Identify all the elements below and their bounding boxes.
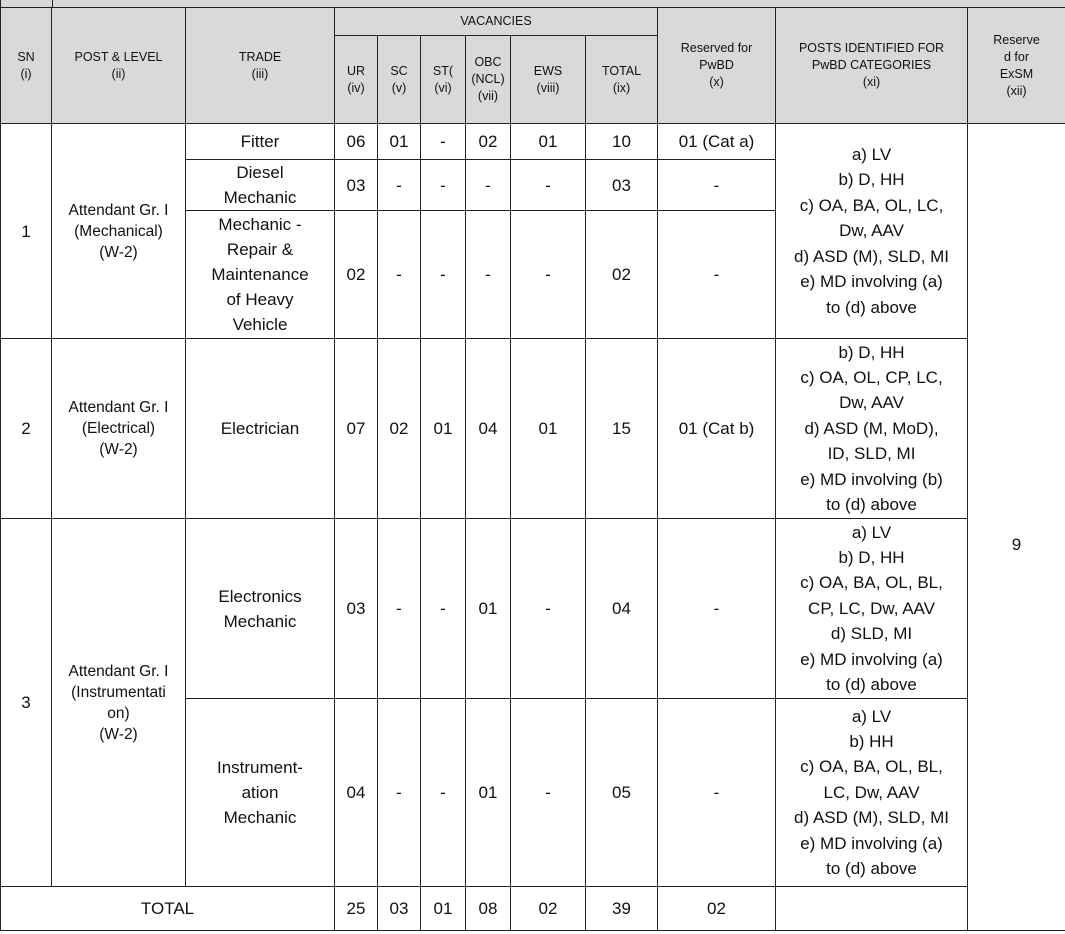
trade-cell: Instrument- ation Mechanic: [186, 699, 335, 887]
obc-cell: 01: [466, 519, 511, 699]
ur-cell: 06: [335, 124, 378, 160]
total-pwbd: 02: [658, 887, 776, 931]
trade-cell: Fitter: [186, 124, 335, 160]
ews-cell: -: [511, 211, 586, 339]
total-row: [1, 887, 1065, 931]
header-reserved-pwbd: Reserved for PwBD (x): [658, 8, 776, 124]
ur-cell: 03: [335, 519, 378, 699]
total-obc: 08: [466, 887, 511, 931]
ur-cell: 04: [335, 699, 378, 887]
ur-cell: 02: [335, 211, 378, 339]
pwbd-categories-cell: a) LV b) D, HH c) OA, BA, OL, LC, Dw, AAV d) ASD (M), SLD, MI e) MD involving (a) to (d) above: [776, 124, 968, 339]
sn-cell: 1: [1, 124, 52, 339]
header-ur: UR (iv): [335, 36, 378, 124]
st-cell: -: [421, 519, 466, 699]
post-level-cell: Attendant Gr. I (Instrumentati on) (W-2): [52, 519, 186, 887]
ews-cell: -: [511, 519, 586, 699]
header-sc: SC (v): [378, 36, 421, 124]
total-sc: 03: [378, 887, 421, 931]
total-ews: 02: [511, 887, 586, 931]
table-row: [1, 124, 1065, 160]
total-cell: 04: [586, 519, 658, 699]
pwbd-cell: 01 (Cat a): [658, 124, 776, 160]
ews-cell: 01: [511, 124, 586, 160]
st-cell: 01: [421, 339, 466, 519]
st-cell: -: [421, 699, 466, 887]
pwbd-categories-cell: a) LV b) D, HH c) OA, BA, OL, BL, CP, LC, Dw, AAV d) SLD, MI e) MD involving (a) to (d) above: [776, 519, 968, 699]
st-cell: -: [421, 160, 466, 211]
post-level-cell: Attendant Gr. I (Mechanical) (W-2): [52, 124, 186, 339]
obc-cell: 01: [466, 699, 511, 887]
sc-cell: 01: [378, 124, 421, 160]
header-posts-identified: POSTS IDENTIFIED FOR PwBD CATEGORIES (xi): [776, 8, 968, 124]
sc-cell: -: [378, 519, 421, 699]
pwbd-cell: -: [658, 699, 776, 887]
table-row: [1, 519, 1065, 699]
header-ews: EWS (viii): [511, 36, 586, 124]
header-sn: SN (i): [1, 8, 52, 124]
pwbd-categories-cell: b) D, HH c) OA, OL, CP, LC, Dw, AAV d) ASD (M, MoD), ID, SLD, MI e) MD involving (b) to (d) above: [776, 339, 968, 519]
ews-cell: -: [511, 699, 586, 887]
pwbd-cell: -: [658, 519, 776, 699]
trade-cell: Electrician: [186, 339, 335, 519]
total-cell: 10: [586, 124, 658, 160]
trade-cell: Diesel Mechanic: [186, 160, 335, 211]
trade-cell: Electronics Mechanic: [186, 519, 335, 699]
total-st: 01: [421, 887, 466, 931]
pwbd-cell: -: [658, 211, 776, 339]
ur-cell: 07: [335, 339, 378, 519]
total-cell: 02: [586, 211, 658, 339]
header-vacancies: VACANCIES: [335, 8, 658, 36]
obc-cell: 02: [466, 124, 511, 160]
st-cell: -: [421, 211, 466, 339]
total-ur: 25: [335, 887, 378, 931]
obc-cell: -: [466, 211, 511, 339]
header-post-level: POST & LEVEL (ii): [52, 8, 186, 124]
ur-cell: 03: [335, 160, 378, 211]
header-st: ST( (vi): [421, 36, 466, 124]
obc-cell: -: [466, 160, 511, 211]
sn-cell: 3: [1, 519, 52, 887]
header-trade: TRADE (iii): [186, 8, 335, 124]
sc-cell: -: [378, 160, 421, 211]
ews-cell: -: [511, 160, 586, 211]
header-obc: OBC (NCL) (vii): [466, 36, 511, 124]
trade-cell: Mechanic - Repair & Maintenance of Heavy Vehicle: [186, 211, 335, 339]
sc-cell: -: [378, 699, 421, 887]
total-cell: 03: [586, 160, 658, 211]
header-reserved-exsm: Reserve d for ExSM (xii): [968, 8, 1065, 124]
sc-cell: -: [378, 211, 421, 339]
pwbd-categories-cell: a) LV b) HH c) OA, BA, OL, BL, LC, Dw, AAV d) ASD (M), SLD, MI e) MD involving (a) to (d) above: [776, 699, 968, 887]
total-total: 39: [586, 887, 658, 931]
sc-cell: 02: [378, 339, 421, 519]
total-label: TOTAL: [1, 887, 335, 931]
ews-cell: 01: [511, 339, 586, 519]
pwbd-cell: -: [658, 160, 776, 211]
post-level-cell: Attendant Gr. I (Electrical) (W-2): [52, 339, 186, 519]
total-categories: [776, 887, 968, 931]
vacancy-table: [0, 7, 1065, 931]
exsm-spacer: [968, 124, 1065, 160]
sn-cell: 2: [1, 339, 52, 519]
total-cell: 15: [586, 339, 658, 519]
table-row: [1, 339, 1065, 519]
obc-cell: 04: [466, 339, 511, 519]
header-total: TOTAL (ix): [586, 36, 658, 124]
exsm-cell: 9: [968, 160, 1065, 931]
pwbd-cell: 01 (Cat b): [658, 339, 776, 519]
st-cell: -: [421, 124, 466, 160]
total-cell: 05: [586, 699, 658, 887]
